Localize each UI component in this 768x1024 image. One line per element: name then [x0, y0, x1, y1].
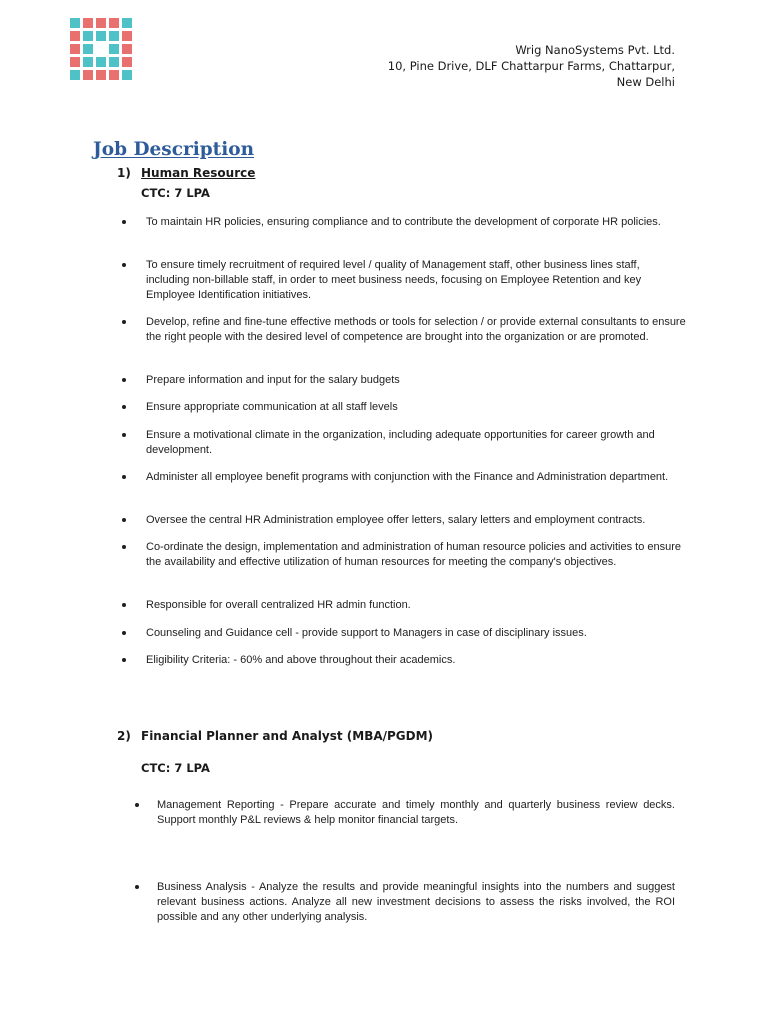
list-item-text: To ensure timely recruitment of required level / quality of Management staff, other business lines staff, including non-billable staff, in order to meet business needs, focusing on Employee Retention and key Employee Identification initiatives. — [146, 259, 642, 301]
list-item — [146, 626, 686, 641]
list-item-text: Counseling and Guidance cell - provide support to Managers in case of disciplinary issues. — [146, 627, 587, 639]
section-title: Human Resource — [141, 166, 256, 180]
company-address — [388, 42, 675, 90]
list-item-text: Develop, refine and fine-tune effective methods or tools for selection / or provide external consultants to ensure the right people with the desired level of competence are brought into the organization or are promoted. — [146, 316, 686, 343]
address-line-2: New Delhi — [616, 75, 675, 89]
list-item-text: Ensure appropriate communication at all staff levels — [146, 401, 398, 413]
list-item — [146, 315, 686, 345]
list-item — [146, 470, 686, 485]
bullet-icon — [135, 885, 139, 889]
ctc-label: CTC: 7 LPA — [141, 186, 210, 200]
list-item-text: Oversee the central HR Administration employee offer letters, salary letters and employment contracts. — [146, 514, 646, 526]
bullet-icon — [122, 405, 126, 409]
bullet-icon — [122, 433, 126, 437]
bullet-icon — [122, 518, 126, 522]
list-item-text: Eligibility Criteria: - 60% and above throughout their academics. — [146, 654, 456, 666]
bullet-icon — [122, 631, 126, 635]
page-title: Job Description — [93, 139, 255, 160]
address-line-1: 10, Pine Drive, DLF Chattarpur Farms, Chattarpur, — [387, 59, 675, 73]
list-item — [146, 653, 686, 668]
list-item-text: Ensure a motivational climate in the organization, including adequate opportunities for career growth and development. — [146, 429, 655, 456]
bullet-icon — [122, 475, 126, 479]
list-item — [146, 258, 686, 303]
list-item-text: Co-ordinate the design, implementation and administration of human resource policies and activities to ensure the availability and effective utilization of human resources for meeting the company's objectives. — [146, 541, 682, 568]
bullet-icon — [122, 658, 126, 662]
list-item — [146, 373, 686, 388]
bullet-icon — [135, 803, 139, 807]
list-item-text: Management Reporting - Prepare accurate and timely monthly and quarterly business review decks. Support monthly P&L reviews & help monitor financial targets. — [157, 799, 675, 826]
bullet-icon — [122, 263, 126, 267]
list-item — [146, 540, 686, 570]
list-item — [157, 880, 675, 925]
list-item — [157, 798, 675, 828]
bullet-icon — [122, 378, 126, 382]
list-item-text: Responsible for overall centralized HR admin function. — [146, 599, 411, 611]
section-title: Financial Planner and Analyst (MBA/PGDM) — [141, 729, 434, 743]
bullet-icon — [122, 320, 126, 324]
section-number: 1) — [117, 166, 131, 180]
list-item — [146, 428, 686, 458]
list-item-text: Business Analysis - Analyze the results and provide meaningful insights into the numbers and suggest relevant business actions. Analyze all new investment decisions to assess the risks involved, the ROI possible and any other underlying analysis. — [157, 881, 675, 923]
section-number: 2) — [117, 729, 131, 743]
list-item — [146, 598, 686, 613]
section-heading-finance — [117, 729, 433, 743]
bullet-icon — [122, 545, 126, 549]
list-item-text: Administer all employee benefit programs with conjunction with the Finance and Administration department. — [146, 471, 669, 483]
list-item-text: Prepare information and input for the salary budgets — [146, 374, 400, 386]
company-name: Wrig NanoSystems Pvt. Ltd. — [515, 43, 675, 57]
bullet-icon — [122, 603, 126, 607]
section-heading-hr — [117, 166, 255, 180]
list-item — [146, 215, 686, 230]
list-item — [146, 400, 686, 415]
bullet-icon — [122, 220, 126, 224]
list-item — [146, 513, 686, 528]
ctc-label: CTC: 7 LPA — [141, 761, 210, 775]
company-logo — [70, 18, 132, 80]
list-item-text: To maintain HR policies, ensuring compliance and to contribute the development of corporate HR policies. — [146, 216, 661, 228]
